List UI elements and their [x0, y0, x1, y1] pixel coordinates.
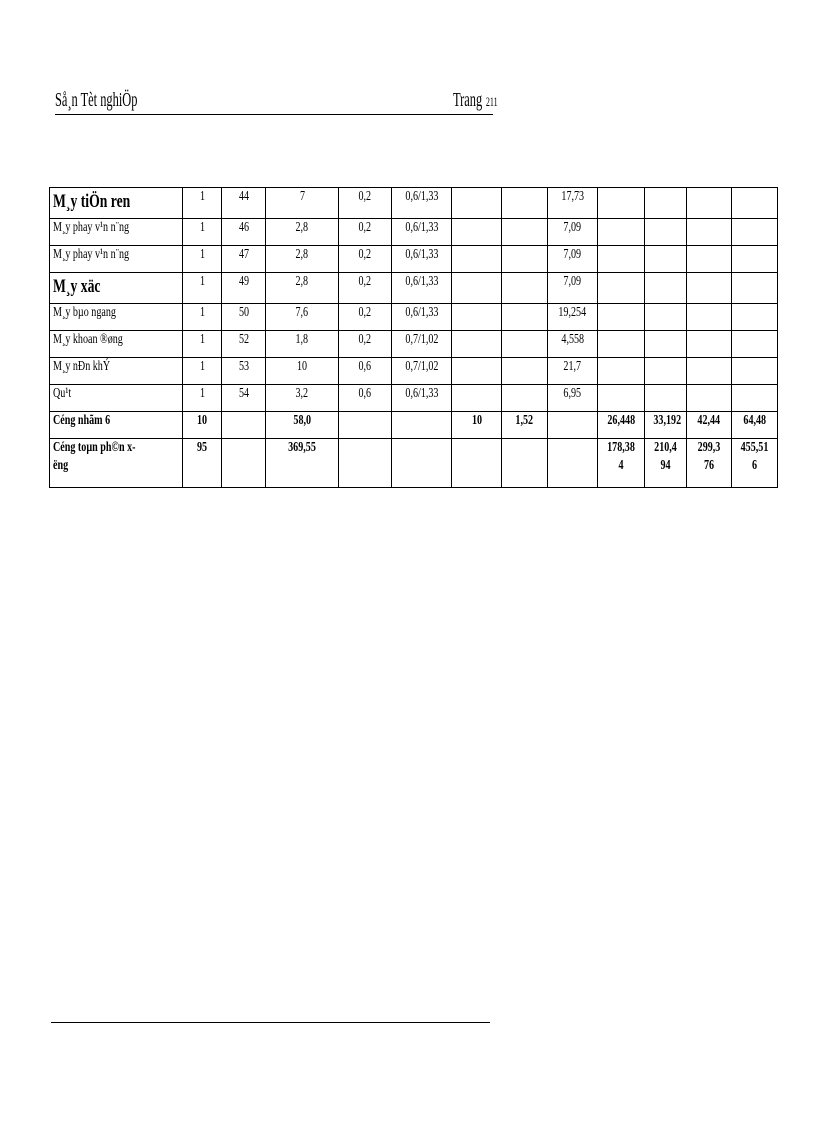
table-cell	[266, 219, 339, 246]
cell-text: 47	[238, 247, 249, 262]
table-cell	[452, 331, 502, 358]
table-cell	[392, 331, 452, 358]
equipment-name-cell	[50, 385, 183, 412]
cell-text: 10	[471, 413, 482, 428]
table-cell	[732, 439, 778, 488]
cell-text: M¸y bµo ngang	[53, 305, 116, 320]
cell-text: 10	[196, 413, 208, 428]
table-cell	[732, 331, 778, 358]
table-row	[50, 188, 778, 219]
cell-text: M¸y nÐn khÝ	[53, 359, 111, 374]
cell-text: 0,6/1,33	[404, 220, 439, 235]
table-cell	[222, 385, 266, 412]
table-cell	[392, 439, 452, 488]
table-cell	[502, 246, 548, 273]
table-cell	[645, 358, 687, 385]
cell-text: 7	[299, 189, 305, 204]
table-cell	[339, 273, 392, 304]
page-header	[55, 86, 498, 115]
table-cell	[645, 219, 687, 246]
cell-text: 1	[199, 359, 205, 374]
table-cell	[339, 331, 392, 358]
table-cell	[645, 331, 687, 358]
table-cell	[339, 358, 392, 385]
table-cell	[502, 358, 548, 385]
table-cell	[452, 304, 502, 331]
table-cell	[183, 219, 222, 246]
table-cell	[687, 439, 732, 488]
table-cell	[732, 304, 778, 331]
cell-text: 455,516	[740, 440, 769, 473]
table-cell	[222, 412, 266, 439]
equipment-load-table	[49, 187, 778, 488]
table-cell	[548, 188, 598, 219]
table-cell	[687, 304, 732, 331]
table-cell	[222, 304, 266, 331]
table-cell	[598, 412, 645, 439]
table-cell	[548, 246, 598, 273]
table-cell	[266, 246, 339, 273]
page-number: 211	[485, 94, 498, 109]
cell-text: 1	[199, 305, 205, 320]
table-cell	[687, 358, 732, 385]
table-cell	[645, 412, 687, 439]
equipment-name-cell	[50, 246, 183, 273]
table-cell	[183, 412, 222, 439]
cell-text: 4,558	[561, 332, 584, 347]
cell-text: Céng nhãm 6	[53, 413, 111, 428]
cell-text: 369,55	[288, 440, 316, 455]
table-cell	[452, 273, 502, 304]
table-cell	[392, 246, 452, 273]
cell-text: 52	[238, 332, 249, 347]
table-cell	[266, 188, 339, 219]
table-cell	[732, 358, 778, 385]
cell-text: 1	[199, 332, 205, 347]
table-row	[50, 439, 778, 488]
equipment-name-cell	[50, 331, 183, 358]
cell-text: 21,7	[563, 359, 582, 374]
table-row	[50, 304, 778, 331]
table-cell	[598, 385, 645, 412]
cell-text: 0,6/1,33	[404, 189, 439, 204]
table-cell	[598, 219, 645, 246]
table-cell	[598, 246, 645, 273]
table-cell	[339, 304, 392, 331]
table-cell	[266, 304, 339, 331]
table-cell	[598, 331, 645, 358]
cell-text: 1,8	[295, 332, 309, 347]
table-cell	[222, 273, 266, 304]
table-cell	[598, 439, 645, 488]
table-cell	[548, 273, 598, 304]
page-label: Trang	[453, 89, 483, 111]
cell-text: 210,494	[654, 440, 677, 473]
table-cell	[548, 412, 598, 439]
cell-text: 7,09	[563, 274, 582, 289]
cell-text: 50	[238, 305, 249, 320]
table-cell	[502, 331, 548, 358]
table-cell	[687, 331, 732, 358]
table-cell	[222, 188, 266, 219]
cell-text: 0,7/1,02	[404, 332, 439, 347]
table-cell	[645, 385, 687, 412]
table-row	[50, 219, 778, 246]
table-cell	[645, 246, 687, 273]
cell-text: 2,8	[295, 274, 309, 289]
equipment-name-cell	[50, 219, 183, 246]
cell-text: 0,2	[358, 305, 372, 320]
cell-text: 299,376	[697, 440, 721, 473]
table-cell	[687, 412, 732, 439]
table-cell	[502, 385, 548, 412]
cell-text: 54	[238, 386, 249, 401]
table-cell	[687, 273, 732, 304]
cell-text: 7,09	[563, 247, 582, 262]
cell-text: 7,6	[295, 305, 309, 320]
table-cell	[645, 188, 687, 219]
equipment-name-cell	[50, 439, 183, 488]
cell-text: Céng toµn ph©n xëng	[53, 440, 136, 473]
cell-text: 53	[238, 359, 249, 374]
equipment-name-cell	[50, 412, 183, 439]
table-cell	[266, 412, 339, 439]
table-cell	[732, 273, 778, 304]
cell-text: 95	[196, 440, 208, 455]
table-cell	[222, 219, 266, 246]
cell-text: 10	[296, 359, 308, 374]
cell-text: 0,6/1,33	[404, 274, 439, 289]
table-cell	[687, 219, 732, 246]
table-cell	[732, 219, 778, 246]
table-cell	[392, 304, 452, 331]
table-cell	[339, 219, 392, 246]
cell-text: 0,6/1,33	[404, 247, 439, 262]
table-row	[50, 412, 778, 439]
table-cell	[392, 188, 452, 219]
cell-text: 0,6/1,33	[404, 305, 439, 320]
cell-text: 33,192	[653, 413, 682, 428]
table-cell	[183, 246, 222, 273]
cell-text: 49	[238, 274, 249, 289]
table-cell	[502, 273, 548, 304]
cell-text: 0,2	[358, 247, 372, 262]
table-cell	[183, 358, 222, 385]
table-cell	[548, 385, 598, 412]
cell-text: M¸y tiÖn ren	[53, 191, 131, 212]
table-cell	[392, 412, 452, 439]
table-row	[50, 331, 778, 358]
table-cell	[222, 439, 266, 488]
table-cell	[687, 385, 732, 412]
table-cell	[183, 188, 222, 219]
cell-text: 0,2	[358, 332, 372, 347]
table-cell	[183, 439, 222, 488]
table-cell	[645, 439, 687, 488]
cell-text: 2,8	[295, 220, 309, 235]
cell-text: 0,2	[358, 220, 372, 235]
table-cell	[222, 331, 266, 358]
cell-text: 1	[199, 220, 205, 235]
cell-text: 0,6/1,33	[404, 386, 439, 401]
table-cell	[502, 439, 548, 488]
cell-text: 46	[238, 220, 249, 235]
table-cell	[339, 412, 392, 439]
table-cell	[266, 331, 339, 358]
cell-text: 2,8	[295, 247, 309, 262]
table-cell	[598, 304, 645, 331]
table-cell	[183, 385, 222, 412]
table-cell	[339, 385, 392, 412]
equipment-name-cell	[50, 304, 183, 331]
table-cell	[266, 358, 339, 385]
table-cell	[548, 219, 598, 246]
cell-text: Qu¹t	[53, 386, 72, 401]
table-row	[50, 358, 778, 385]
table-cell	[548, 358, 598, 385]
cell-text: 26,448	[607, 413, 635, 428]
table-row	[50, 385, 778, 412]
table-cell	[392, 358, 452, 385]
table-cell	[502, 188, 548, 219]
cell-text: M¸y khoan ®øng	[53, 332, 123, 347]
cell-text: 0,7/1,02	[404, 359, 439, 374]
table-cell	[452, 358, 502, 385]
table-cell	[452, 412, 502, 439]
table-cell	[266, 439, 339, 488]
table-cell	[392, 273, 452, 304]
cell-text: 0,6	[358, 386, 372, 401]
cell-text: 0,6	[358, 359, 372, 374]
table-cell	[598, 273, 645, 304]
document-title: Så¸n Tèt nghiÖp	[55, 89, 138, 111]
table-cell	[452, 246, 502, 273]
cell-text: M¸y xäc	[53, 276, 101, 297]
table-cell	[452, 219, 502, 246]
cell-text: 0,2	[358, 274, 372, 289]
table-cell	[452, 439, 502, 488]
equipment-name-cell	[50, 358, 183, 385]
table-cell	[339, 439, 392, 488]
table-cell	[266, 273, 339, 304]
cell-text: 1	[199, 386, 205, 401]
table-cell	[598, 188, 645, 219]
cell-text: 1	[199, 274, 205, 289]
table-row	[50, 273, 778, 304]
cell-text: 0,2	[358, 189, 372, 204]
cell-text: 17,73	[561, 189, 584, 204]
table-cell	[452, 188, 502, 219]
table-cell	[732, 188, 778, 219]
table-cell	[687, 246, 732, 273]
cell-text: 58,0	[293, 413, 311, 428]
equipment-name-cell	[50, 188, 183, 219]
cell-text: 44	[238, 189, 249, 204]
equipment-name-cell	[50, 273, 183, 304]
table-cell	[452, 385, 502, 412]
table-cell	[339, 188, 392, 219]
cell-text: 7,09	[563, 220, 582, 235]
cell-text: M¸y phay v¹n n¨ng	[53, 220, 130, 235]
table-cell	[548, 331, 598, 358]
table-body	[50, 188, 778, 488]
table-cell	[183, 331, 222, 358]
table-cell	[732, 246, 778, 273]
cell-text: M¸y phay v¹n n¨ng	[53, 247, 130, 262]
cell-text: 1	[199, 247, 205, 262]
table-cell	[548, 439, 598, 488]
page-indicator	[453, 89, 498, 112]
table-cell	[392, 219, 452, 246]
table-cell	[687, 188, 732, 219]
cell-text: 42,44	[697, 413, 721, 428]
table-cell	[502, 304, 548, 331]
cell-text: 6,95	[563, 386, 582, 401]
table-cell	[222, 246, 266, 273]
table-cell	[183, 304, 222, 331]
cell-text: 19,254	[558, 305, 587, 320]
cell-text: 1	[199, 189, 205, 204]
table-cell	[502, 412, 548, 439]
table-cell	[732, 412, 778, 439]
cell-text: 178,384	[607, 440, 635, 473]
table-cell	[732, 385, 778, 412]
table-cell	[266, 385, 339, 412]
table-cell	[645, 273, 687, 304]
table-cell	[183, 273, 222, 304]
footer-rule	[51, 1022, 490, 1023]
table-cell	[222, 358, 266, 385]
table-cell	[548, 304, 598, 331]
cell-text: 64,48	[743, 413, 766, 428]
table-cell	[598, 358, 645, 385]
table-cell	[645, 304, 687, 331]
table-cell	[392, 385, 452, 412]
table-cell	[339, 246, 392, 273]
cell-text: 3,2	[295, 386, 309, 401]
table-row	[50, 246, 778, 273]
table-cell	[502, 219, 548, 246]
cell-text: 1,52	[515, 413, 534, 428]
